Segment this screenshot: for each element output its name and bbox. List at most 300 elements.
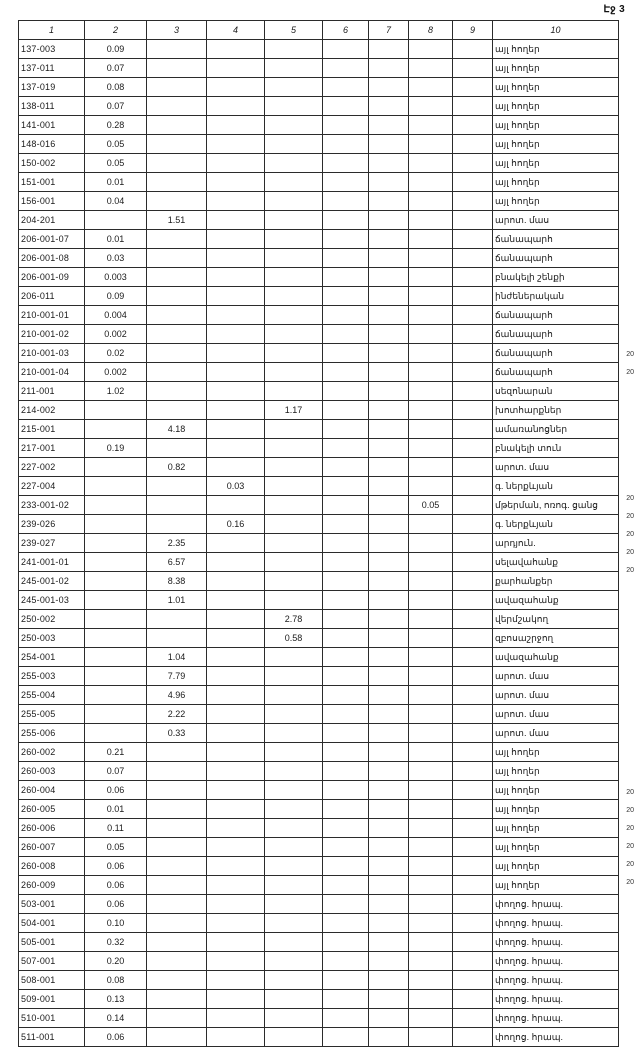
- margin-note: 20: [626, 825, 634, 832]
- cell-value-4: [207, 439, 265, 458]
- cell-value-4: [207, 211, 265, 230]
- cell-value-8: [409, 382, 453, 401]
- cell-value-8: [409, 534, 453, 553]
- cell-value-5: [265, 743, 323, 762]
- cell-value-3: [147, 59, 207, 78]
- cell-value-8: [409, 1009, 453, 1028]
- cell-value-8: [409, 591, 453, 610]
- cell-value-8: [409, 40, 453, 59]
- cell-value-2: 0.05: [85, 154, 147, 173]
- cell-value-4: [207, 458, 265, 477]
- table-row: [19, 325, 619, 344]
- cell-value-5: [265, 781, 323, 800]
- cell-value-2: 0.06: [85, 781, 147, 800]
- cell-value-9: [453, 40, 493, 59]
- cell-value-2: [85, 629, 147, 648]
- cell-code: 245-001-03: [19, 591, 85, 610]
- cell-value-4: [207, 591, 265, 610]
- cell-value-9: [453, 705, 493, 724]
- table-row: [19, 686, 619, 705]
- cell-value-9: [453, 781, 493, 800]
- margin-note: 20: [626, 549, 634, 556]
- margin-note: 20: [626, 369, 634, 376]
- table-row: [19, 1009, 619, 1028]
- cell-value-6: [323, 439, 369, 458]
- cell-value-6: [323, 97, 369, 116]
- cell-value-6: [323, 781, 369, 800]
- cell-value-6: [323, 914, 369, 933]
- cell-value-3: [147, 971, 207, 990]
- cell-value-2: 0.08: [85, 971, 147, 990]
- cell-value-7: [369, 648, 409, 667]
- cell-value-8: [409, 781, 453, 800]
- cell-value-2: [85, 477, 147, 496]
- cell-value-9: [453, 553, 493, 572]
- cell-value-8: [409, 838, 453, 857]
- cell-value-4: [207, 382, 265, 401]
- cell-value-7: [369, 762, 409, 781]
- cell-code: 150-002: [19, 154, 85, 173]
- cell-value-6: [323, 496, 369, 515]
- cell-description: արոտ. մաս: [493, 686, 619, 705]
- cell-description: արոտ. մաս: [493, 667, 619, 686]
- cell-code: 210-001-04: [19, 363, 85, 382]
- cell-value-4: [207, 363, 265, 382]
- cell-value-5: [265, 705, 323, 724]
- cell-code: 204-201: [19, 211, 85, 230]
- cell-value-9: [453, 173, 493, 192]
- cell-value-6: [323, 135, 369, 154]
- cell-value-2: 0.002: [85, 325, 147, 344]
- cell-value-3: [147, 97, 207, 116]
- cell-value-5: 0.58: [265, 629, 323, 648]
- cell-value-9: [453, 249, 493, 268]
- cell-description: ամառանոցներ: [493, 420, 619, 439]
- table-row: [19, 667, 619, 686]
- cell-value-6: [323, 895, 369, 914]
- column-header-6: 6: [323, 21, 369, 40]
- cell-value-5: [265, 78, 323, 97]
- table-row: [19, 933, 619, 952]
- cell-description: այլ հողեր: [493, 40, 619, 59]
- cell-value-9: [453, 648, 493, 667]
- cell-value-9: [453, 515, 493, 534]
- cell-value-4: [207, 553, 265, 572]
- cell-value-7: [369, 971, 409, 990]
- table-row: [19, 857, 619, 876]
- cell-description: ճանապարհ: [493, 230, 619, 249]
- cell-value-5: [265, 876, 323, 895]
- cell-value-5: [265, 534, 323, 553]
- cell-value-4: [207, 325, 265, 344]
- cell-value-3: [147, 249, 207, 268]
- cell-value-7: [369, 819, 409, 838]
- cell-value-9: [453, 534, 493, 553]
- cell-value-4: [207, 610, 265, 629]
- cell-value-4: [207, 116, 265, 135]
- cell-value-2: [85, 553, 147, 572]
- cell-value-4: [207, 401, 265, 420]
- cell-value-5: [265, 819, 323, 838]
- cell-value-5: [265, 287, 323, 306]
- cell-value-3: 2.22: [147, 705, 207, 724]
- cell-value-9: [453, 135, 493, 154]
- table-row: [19, 743, 619, 762]
- cell-value-3: [147, 800, 207, 819]
- cell-value-7: [369, 249, 409, 268]
- cell-value-4: [207, 914, 265, 933]
- cell-value-7: [369, 325, 409, 344]
- cell-value-3: [147, 857, 207, 876]
- cell-description: այլ հողեր: [493, 116, 619, 135]
- cell-description: ճանապարհ: [493, 344, 619, 363]
- cell-description: արոտ. մաս: [493, 458, 619, 477]
- cell-value-7: [369, 933, 409, 952]
- cell-value-7: [369, 230, 409, 249]
- cell-description: այլ հողեր: [493, 800, 619, 819]
- cell-value-9: [453, 933, 493, 952]
- cell-value-6: [323, 192, 369, 211]
- cell-value-2: 0.19: [85, 439, 147, 458]
- cell-value-2: 0.08: [85, 78, 147, 97]
- cell-value-5: [265, 515, 323, 534]
- cell-value-7: [369, 914, 409, 933]
- cell-value-9: [453, 952, 493, 971]
- cell-description: փողոց. հրապ.: [493, 914, 619, 933]
- cell-value-2: [85, 724, 147, 743]
- cell-value-2: 0.09: [85, 287, 147, 306]
- cell-value-4: [207, 572, 265, 591]
- cell-value-3: [147, 496, 207, 515]
- cell-code: 260-002: [19, 743, 85, 762]
- cell-value-5: [265, 268, 323, 287]
- table-row: [19, 705, 619, 724]
- table-header-row: [19, 21, 619, 40]
- cell-value-2: [85, 648, 147, 667]
- cell-value-2: 0.04: [85, 192, 147, 211]
- cell-value-9: [453, 192, 493, 211]
- cell-value-9: [453, 268, 493, 287]
- cell-value-5: [265, 762, 323, 781]
- cell-code: 148-016: [19, 135, 85, 154]
- margin-note: 20: [626, 513, 634, 520]
- cell-value-5: [265, 59, 323, 78]
- cell-value-6: [323, 458, 369, 477]
- table-row: [19, 59, 619, 78]
- cell-value-6: [323, 268, 369, 287]
- cell-value-7: [369, 1028, 409, 1047]
- cell-value-5: [265, 724, 323, 743]
- cell-value-9: [453, 591, 493, 610]
- cell-description: այլ հողեր: [493, 819, 619, 838]
- cell-value-4: [207, 971, 265, 990]
- cell-code: 241-001-01: [19, 553, 85, 572]
- cell-value-3: 0.33: [147, 724, 207, 743]
- cell-value-6: [323, 154, 369, 173]
- cell-value-7: [369, 591, 409, 610]
- cell-value-3: 2.35: [147, 534, 207, 553]
- cell-value-3: [147, 990, 207, 1009]
- table-row: [19, 515, 619, 534]
- cell-value-5: [265, 686, 323, 705]
- column-header-7: 7: [369, 21, 409, 40]
- cell-value-4: [207, 420, 265, 439]
- table-row: [19, 97, 619, 116]
- cell-value-7: [369, 97, 409, 116]
- table-row: [19, 895, 619, 914]
- column-header-5: 5: [265, 21, 323, 40]
- cell-value-8: [409, 458, 453, 477]
- cell-value-3: [147, 876, 207, 895]
- land-registry-table: [18, 20, 619, 1047]
- cell-value-3: [147, 1028, 207, 1047]
- cell-value-8: [409, 724, 453, 743]
- cell-value-5: [265, 838, 323, 857]
- cell-value-3: [147, 914, 207, 933]
- cell-value-3: [147, 382, 207, 401]
- cell-value-9: [453, 287, 493, 306]
- cell-value-2: 0.13: [85, 990, 147, 1009]
- table-row: [19, 40, 619, 59]
- table-row: [19, 610, 619, 629]
- cell-value-3: [147, 173, 207, 192]
- cell-description: այլ հողեր: [493, 135, 619, 154]
- cell-value-4: [207, 629, 265, 648]
- cell-value-9: [453, 116, 493, 135]
- cell-value-4: [207, 268, 265, 287]
- cell-value-5: [265, 857, 323, 876]
- cell-value-9: [453, 876, 493, 895]
- cell-code: 137-019: [19, 78, 85, 97]
- table-row: [19, 420, 619, 439]
- table-row: [19, 496, 619, 515]
- cell-value-4: [207, 59, 265, 78]
- cell-value-4: [207, 344, 265, 363]
- cell-value-8: [409, 420, 453, 439]
- cell-value-6: [323, 306, 369, 325]
- cell-value-9: [453, 743, 493, 762]
- cell-value-2: 0.10: [85, 914, 147, 933]
- cell-value-9: [453, 458, 493, 477]
- cell-value-3: 4.96: [147, 686, 207, 705]
- cell-value-6: [323, 534, 369, 553]
- cell-value-2: 0.01: [85, 173, 147, 192]
- cell-value-7: [369, 40, 409, 59]
- cell-value-4: [207, 686, 265, 705]
- cell-value-2: 0.11: [85, 819, 147, 838]
- cell-value-6: [323, 762, 369, 781]
- cell-value-3: 6.57: [147, 553, 207, 572]
- cell-value-6: [323, 116, 369, 135]
- cell-value-3: [147, 40, 207, 59]
- table-row: [19, 990, 619, 1009]
- cell-description: մթերման, ոռոգ. ցանց: [493, 496, 619, 515]
- cell-value-9: [453, 420, 493, 439]
- cell-value-2: 0.003: [85, 268, 147, 287]
- cell-description: վերմշակող: [493, 610, 619, 629]
- cell-value-9: [453, 819, 493, 838]
- cell-code: 227-002: [19, 458, 85, 477]
- cell-code: 206-011: [19, 287, 85, 306]
- table-row: [19, 287, 619, 306]
- cell-code: 141-001: [19, 116, 85, 135]
- cell-value-5: [265, 1009, 323, 1028]
- cell-value-7: [369, 477, 409, 496]
- cell-code: 503-001: [19, 895, 85, 914]
- cell-value-5: [265, 952, 323, 971]
- cell-value-4: [207, 800, 265, 819]
- cell-value-4: [207, 952, 265, 971]
- margin-note: 20: [626, 351, 634, 358]
- cell-value-6: [323, 382, 369, 401]
- cell-value-6: [323, 952, 369, 971]
- cell-value-2: 0.05: [85, 135, 147, 154]
- cell-value-7: [369, 629, 409, 648]
- cell-value-8: [409, 249, 453, 268]
- cell-value-3: [147, 78, 207, 97]
- cell-value-8: [409, 154, 453, 173]
- cell-value-8: [409, 762, 453, 781]
- cell-value-4: [207, 1028, 265, 1047]
- cell-value-2: [85, 610, 147, 629]
- cell-value-5: [265, 230, 323, 249]
- cell-value-9: [453, 1028, 493, 1047]
- cell-value-2: [85, 705, 147, 724]
- column-header-1: 1: [19, 21, 85, 40]
- table-row: [19, 78, 619, 97]
- cell-value-5: 1.17: [265, 401, 323, 420]
- cell-value-2: 0.07: [85, 97, 147, 116]
- cell-value-7: [369, 534, 409, 553]
- cell-value-3: 1.01: [147, 591, 207, 610]
- cell-value-8: [409, 667, 453, 686]
- cell-value-4: [207, 287, 265, 306]
- cell-description: այլ հողեր: [493, 192, 619, 211]
- cell-code: 210-001-02: [19, 325, 85, 344]
- cell-value-8: [409, 230, 453, 249]
- table-row: [19, 762, 619, 781]
- cell-description: փողոց. հրապ.: [493, 1009, 619, 1028]
- cell-value-9: [453, 382, 493, 401]
- cell-description: այլ հողեր: [493, 154, 619, 173]
- cell-value-8: [409, 97, 453, 116]
- cell-value-9: [453, 363, 493, 382]
- cell-value-7: [369, 610, 409, 629]
- table-body: [19, 40, 619, 1047]
- margin-note: 20: [626, 495, 634, 502]
- cell-code: 239-027: [19, 534, 85, 553]
- cell-value-6: [323, 59, 369, 78]
- table-row: [19, 135, 619, 154]
- cell-description: այլ հողեր: [493, 781, 619, 800]
- cell-value-8: [409, 268, 453, 287]
- cell-value-6: [323, 724, 369, 743]
- cell-value-6: [323, 857, 369, 876]
- cell-value-2: 0.21: [85, 743, 147, 762]
- cell-value-6: [323, 230, 369, 249]
- cell-description: ճանապարհ: [493, 306, 619, 325]
- cell-code: 507-001: [19, 952, 85, 971]
- cell-value-8: [409, 363, 453, 382]
- cell-value-5: [265, 895, 323, 914]
- cell-description: փողոց. հրապ.: [493, 1028, 619, 1047]
- cell-value-9: [453, 629, 493, 648]
- margin-note: 20: [626, 807, 634, 814]
- table-row: [19, 458, 619, 477]
- cell-code: 206-001-08: [19, 249, 85, 268]
- table-row: [19, 477, 619, 496]
- column-header-3: 3: [147, 21, 207, 40]
- cell-code: 233-001-02: [19, 496, 85, 515]
- cell-value-7: [369, 211, 409, 230]
- margin-note: 20: [626, 879, 634, 886]
- cell-value-5: [265, 211, 323, 230]
- cell-value-4: [207, 743, 265, 762]
- cell-code: 255-003: [19, 667, 85, 686]
- cell-value-8: [409, 990, 453, 1009]
- cell-code: 255-004: [19, 686, 85, 705]
- cell-value-3: [147, 629, 207, 648]
- page-label: Էջ 3: [603, 4, 625, 15]
- cell-value-8: [409, 610, 453, 629]
- cell-value-9: [453, 230, 493, 249]
- margin-note: 20: [626, 567, 634, 574]
- cell-value-9: [453, 895, 493, 914]
- cell-code: 215-001: [19, 420, 85, 439]
- cell-value-9: [453, 59, 493, 78]
- cell-code: 255-006: [19, 724, 85, 743]
- table-row: [19, 1028, 619, 1047]
- cell-value-3: 0.82: [147, 458, 207, 477]
- cell-code: 239-026: [19, 515, 85, 534]
- cell-code: 245-001-02: [19, 572, 85, 591]
- cell-value-9: [453, 439, 493, 458]
- cell-value-9: [453, 838, 493, 857]
- cell-value-8: [409, 306, 453, 325]
- cell-value-8: [409, 800, 453, 819]
- column-header-4: 4: [207, 21, 265, 40]
- table-row: [19, 952, 619, 971]
- cell-value-5: [265, 363, 323, 382]
- cell-value-9: [453, 724, 493, 743]
- cell-value-2: [85, 515, 147, 534]
- cell-value-8: [409, 116, 453, 135]
- cell-value-5: [265, 477, 323, 496]
- cell-value-6: [323, 819, 369, 838]
- cell-description: այլ հողեր: [493, 743, 619, 762]
- cell-code: 508-001: [19, 971, 85, 990]
- table-row: [19, 268, 619, 287]
- cell-value-9: [453, 211, 493, 230]
- cell-value-5: [265, 648, 323, 667]
- cell-value-3: [147, 363, 207, 382]
- cell-value-4: [207, 154, 265, 173]
- cell-value-8: [409, 705, 453, 724]
- cell-value-9: [453, 572, 493, 591]
- cell-value-7: [369, 572, 409, 591]
- cell-description: արոտ. մաս: [493, 705, 619, 724]
- cell-value-9: [453, 401, 493, 420]
- cell-value-8: [409, 686, 453, 705]
- cell-value-9: [453, 857, 493, 876]
- cell-value-4: [207, 173, 265, 192]
- cell-value-8: [409, 344, 453, 363]
- cell-description: գ. ներքևյան: [493, 515, 619, 534]
- cell-description: արդյուն.: [493, 534, 619, 553]
- cell-value-7: [369, 59, 409, 78]
- cell-value-5: [265, 496, 323, 515]
- cell-value-8: [409, 914, 453, 933]
